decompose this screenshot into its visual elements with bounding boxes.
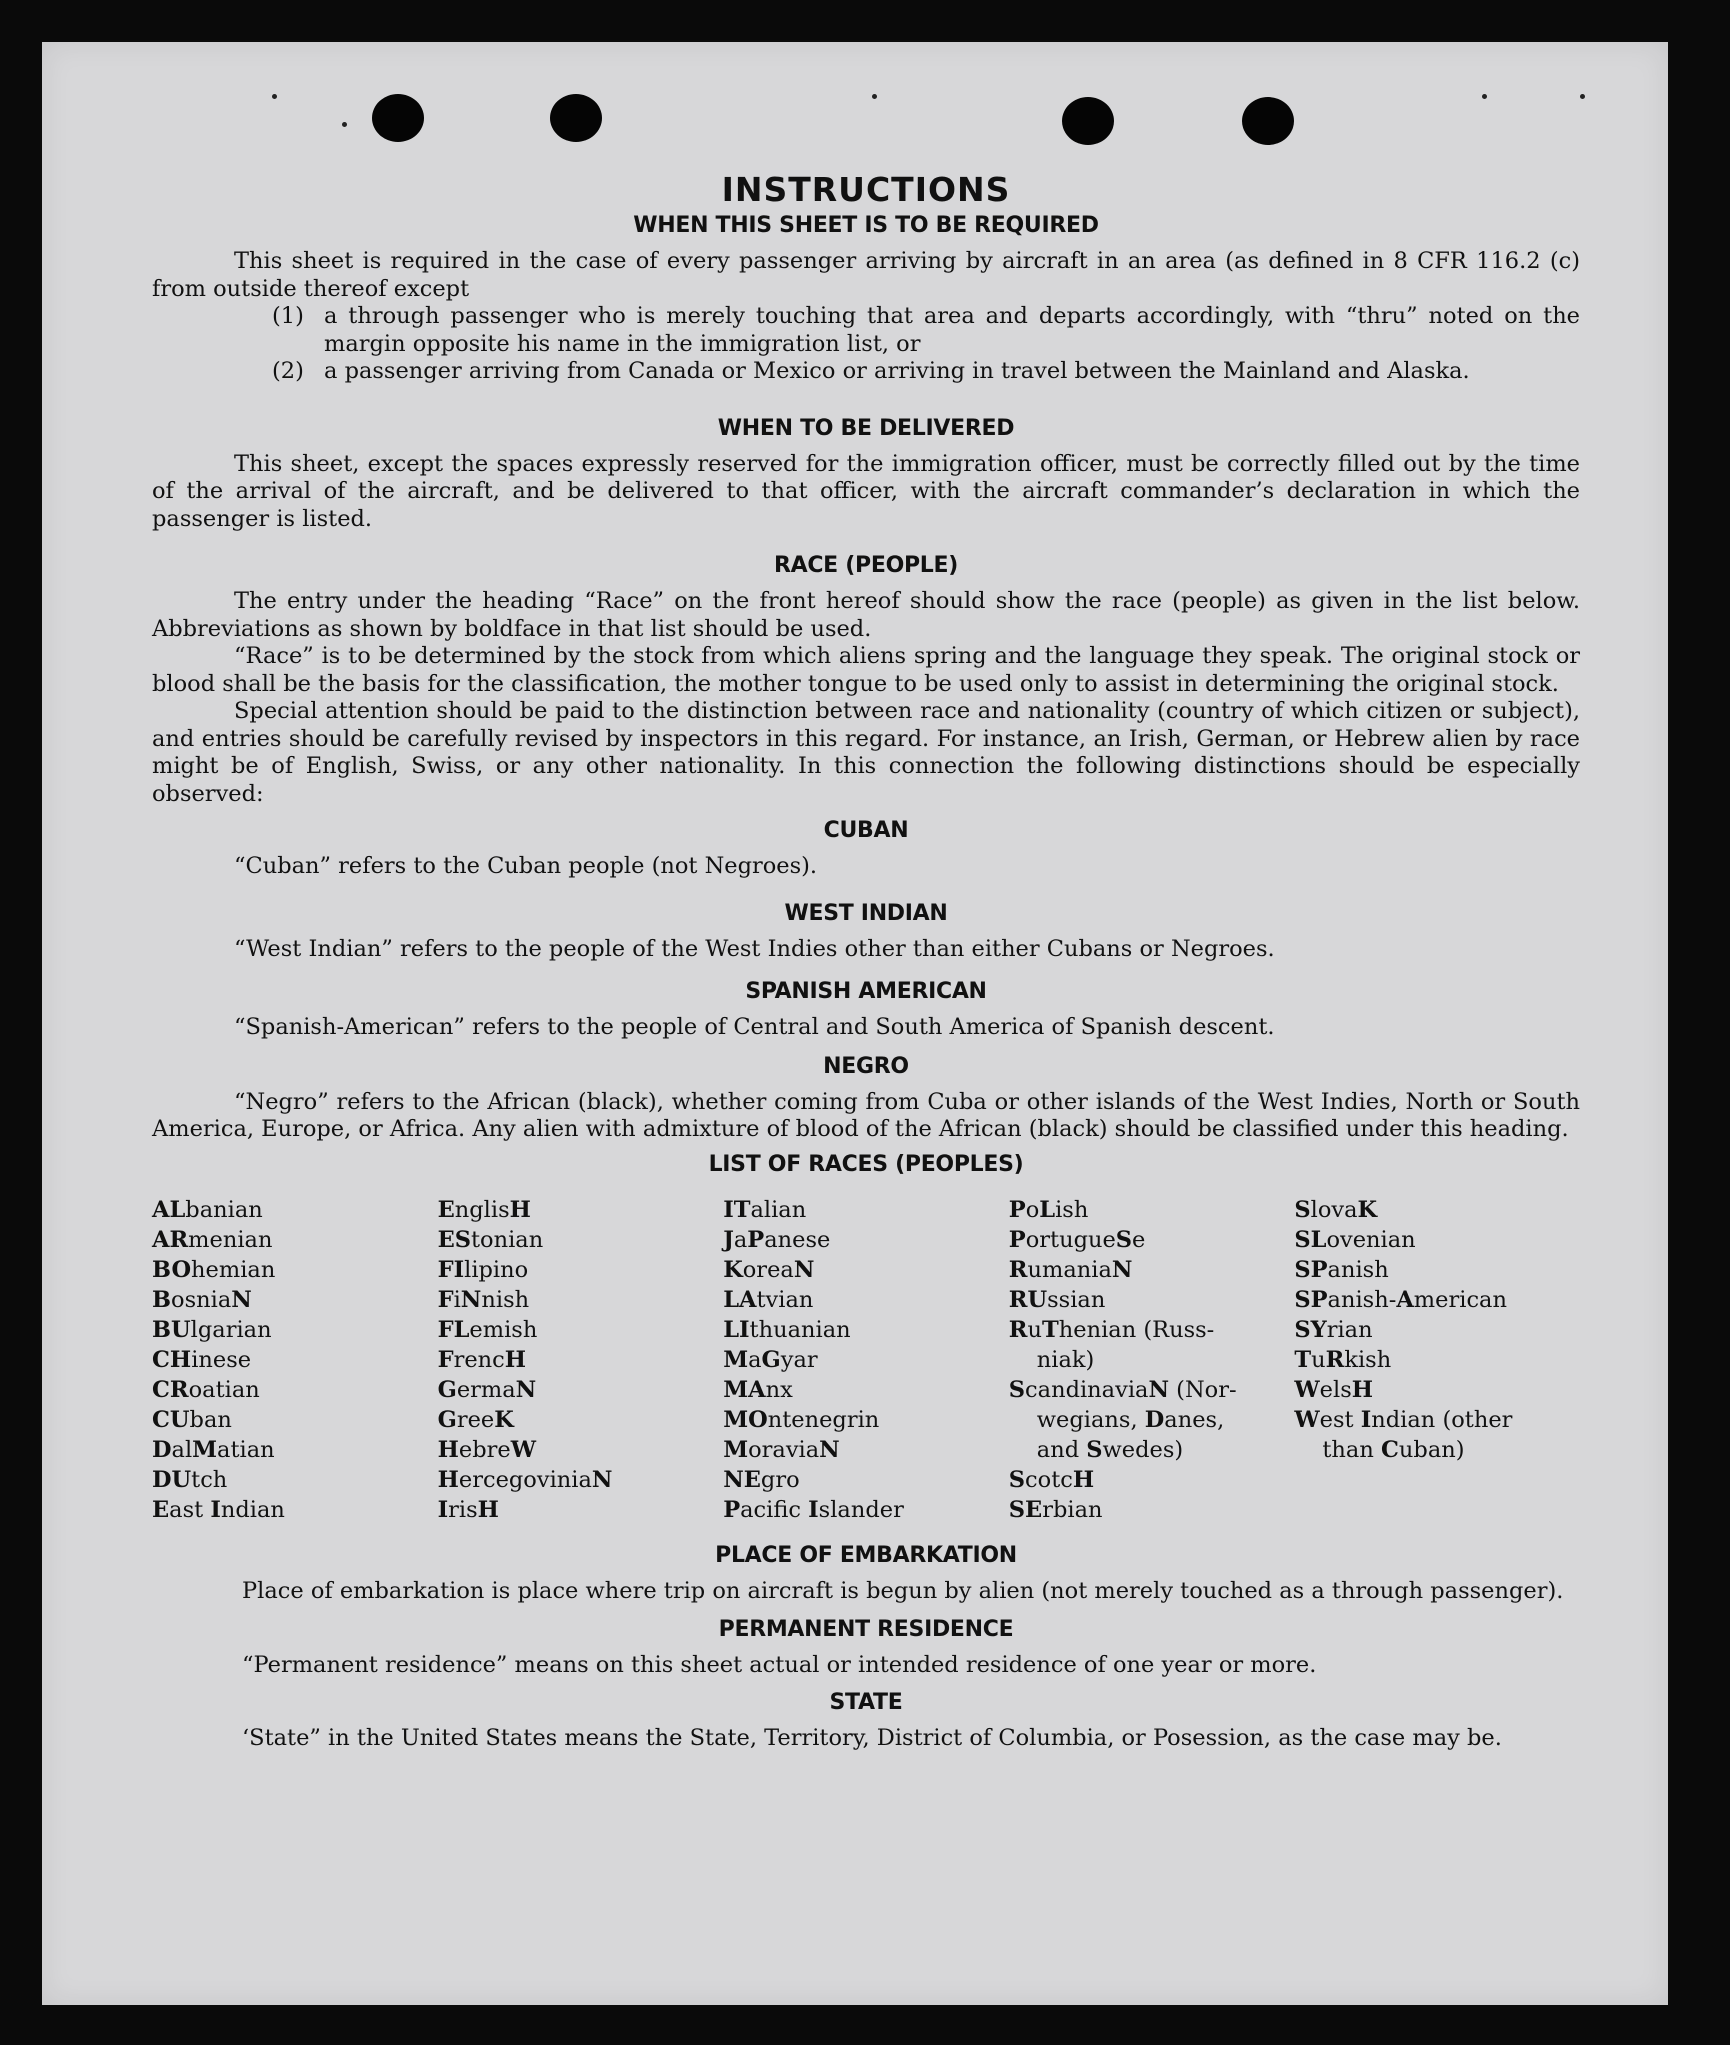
race-list: [152, 1195, 1580, 1525]
race-entry: IrisH: [437, 1496, 499, 1523]
heading-west-indian: WEST INDIAN: [784, 900, 948, 926]
race-entry: East Indian: [152, 1496, 285, 1523]
race-paragraph-2: “Race” is to be determined by the stock from which aliens spring and the language they speak. The original stock or blood shall be the basis for the classification, the mother tongue to be used only to assist in determining the original stock.: [152, 643, 1580, 697]
page-title: INSTRUCTIONS: [721, 170, 1011, 209]
race-entry: PoLish: [1008, 1196, 1089, 1223]
race-entry: MoraviaN: [723, 1436, 840, 1463]
race-column: [152, 1195, 438, 1525]
cuban-text: “Cuban” refers to the Cuban people (not Negroes).: [234, 853, 818, 879]
heading-spanish-american: SPANISH AMERICAN: [745, 979, 987, 1004]
heading-cuban: CUBAN: [823, 818, 909, 843]
race-entry: FiNnish: [437, 1286, 530, 1313]
race-entry: DUtch: [152, 1466, 228, 1493]
when-required-intro: This sheet is required in the case of every passenger arriving by aircraft in an area (as defined in 8 CFR 116.2 (c) from outside thereof except: [152, 248, 1580, 302]
race-entry: FLemish: [437, 1316, 538, 1343]
place-of-embarkation-text: Place of embarkation is place where trip on aircraft is begun by alien (not merely touched as a through passenger).: [242, 1577, 1564, 1604]
exception-number: (2): [272, 358, 304, 384]
exception-item: [152, 358, 1580, 386]
race-entry: ARmenian: [152, 1226, 273, 1253]
race-entry: EStonian: [437, 1226, 544, 1253]
permanent-residence-text: “Permanent residence” means on this sheet actual or intended residence of one year or more.: [242, 1652, 1317, 1678]
race-entry: EnglisH: [437, 1196, 531, 1223]
race-entry: ScotcH: [1008, 1466, 1095, 1493]
race-entry: and Swedes): [1036, 1436, 1184, 1463]
race-entry: GreeK: [437, 1406, 514, 1433]
race-entry: HercegoviniaN: [437, 1466, 613, 1493]
race-entry: KoreaN: [723, 1256, 815, 1283]
punch-hole: [1242, 97, 1294, 145]
race-entry: than Cuban): [1322, 1436, 1465, 1463]
race-entry: GermaN: [437, 1376, 537, 1403]
heading-place-of-embarkation: PLACE OF EMBARKATION: [715, 1542, 1017, 1568]
race-entry: BOhemian: [152, 1256, 276, 1283]
heading-state: STATE: [829, 1689, 903, 1715]
exception-number: (1): [272, 303, 304, 329]
exception-item: [152, 303, 1580, 358]
race-entry: West Indian (other: [1294, 1406, 1513, 1433]
race-column: [1294, 1195, 1580, 1525]
race-entry: FrencH: [437, 1346, 527, 1373]
speck-mark: [342, 122, 347, 127]
race-entry: niak): [1036, 1346, 1095, 1373]
race-paragraph-1: The entry under the heading “Race” on the front hereof should show the race (people) as given in the list below. Abbreviations as shown by boldface in that list should be used.: [152, 588, 1580, 642]
race-entry: MaGyar: [723, 1346, 818, 1373]
race-entry: wegians, Danes,: [1036, 1406, 1225, 1433]
heading-permanent-residence: PERMANENT RESIDENCE: [718, 1617, 1014, 1642]
race-entry: BosniaN: [152, 1286, 252, 1313]
race-column: [723, 1195, 1009, 1525]
race-entry: BUlgarian: [152, 1316, 272, 1343]
race-entry: SPanish-American: [1294, 1286, 1507, 1313]
race-entry: SPanish: [1294, 1256, 1389, 1283]
race-entry: MAnx: [723, 1376, 793, 1403]
race-entry: FIlipino: [437, 1256, 529, 1283]
heading-negro: NEGRO: [823, 1053, 909, 1079]
exception-text: a through passenger who is merely touching that area and departs accordingly, with “thru” noted on the margin opposite his name in the immigration list, or: [324, 303, 1580, 357]
heading-list-of-races: LIST OF RACES (PEOPLES): [708, 1151, 1024, 1177]
race-entry: SErbian: [1008, 1496, 1103, 1523]
race-entry: SLovenian: [1294, 1226, 1416, 1253]
race-entry: SlovaK: [1294, 1196, 1378, 1223]
heading-when-delivered: WHEN TO BE DELIVERED: [717, 415, 1015, 441]
state-text: ‘State” in the United States means the State, Territory, District of Columbia, or Posession, as the case may be.: [242, 1724, 1502, 1751]
race-entry: RUssian: [1008, 1286, 1106, 1313]
race-entry: RuThenian (Russ-: [1008, 1316, 1215, 1343]
speck-mark: [1482, 94, 1487, 99]
race-entry: TuRkish: [1294, 1346, 1392, 1373]
speck-mark: [872, 94, 877, 99]
exception-text: a passenger arriving from Canada or Mexico or arriving in travel between the Mainland and Alaska.: [324, 358, 1470, 384]
race-entry: ALbanian: [152, 1196, 263, 1223]
punch-hole: [1062, 97, 1114, 145]
race-entry: NEgro: [723, 1466, 800, 1493]
race-entry: JaPanese: [723, 1226, 831, 1253]
race-entry: CUban: [152, 1406, 232, 1433]
punch-hole: [372, 94, 424, 142]
race-entry: LAtvian: [723, 1286, 814, 1313]
race-entry: Pacifc Islander: [723, 1496, 904, 1523]
race-entry: DalMatian: [152, 1436, 275, 1463]
spanish-american-text: “Spanish-American” refers to the people of Central and South America of Spanish descent.: [234, 1014, 1275, 1040]
race-entry: ITalian: [723, 1196, 807, 1223]
instructions-content: [152, 170, 1580, 1752]
race-entry: SYrian: [1294, 1316, 1373, 1343]
speck-mark: [272, 94, 277, 99]
race-entry: MOntenegrin: [723, 1406, 880, 1433]
heading-race: RACE (PEOPLE): [773, 553, 959, 578]
race-entry: PortugueSe: [1008, 1226, 1146, 1253]
race-entry: ScandinaviaN (Nor-: [1008, 1376, 1237, 1403]
heading-when-required: WHEN THIS SHEET IS TO BE REQUIRED: [633, 213, 1099, 238]
race-entry: WelsH: [1294, 1376, 1373, 1403]
race-entry: RumaniaN: [1008, 1256, 1133, 1283]
west-indian-text: “West Indian” refers to the people of the West Indies other than either Cubans or Negroes.: [234, 935, 1275, 962]
instruction-sheet: [42, 42, 1668, 2005]
race-entry: LIthuanian: [723, 1316, 851, 1343]
when-delivered-text: This sheet, except the spaces expressly reserved for the immigration officer, must be correctly filled out by the time of the arrival of the aircraft, and be delivered to that officer, with the aircraft commander’s declaration in which the passenger is listed.: [152, 450, 1580, 532]
race-column: [1009, 1195, 1295, 1525]
race-paragraph-3: Special attention should be paid to the distinction between race and nationality (country of which citizen or subject), and entries should be carefully revised by inspectors in this regard. For instance, an Irish, German, or Hebrew alien by race might be of English, Swiss, or any other nationality. In this connection the following distinctions should be especially observed:: [152, 698, 1580, 807]
race-entry: HebreW: [437, 1436, 536, 1463]
race-entry: CHinese: [152, 1346, 252, 1373]
race-entry: CRoatian: [152, 1376, 260, 1403]
race-column: [438, 1195, 724, 1525]
negro-text: “Negro” refers to the African (black), whether coming from Cuba or other islands of the West Indies, North or South America, Europe, or Africa. Any alien with admixture of blood of the African (black) should be classified under this heading.: [152, 1088, 1580, 1142]
punch-hole: [550, 94, 602, 142]
speck-mark: [1580, 94, 1585, 99]
